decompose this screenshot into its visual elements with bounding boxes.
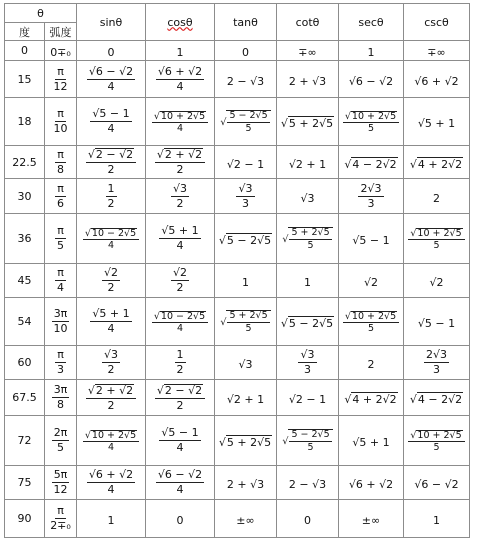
cot-value-cell: ∓∞: [277, 41, 339, 61]
degree-cell: 30: [5, 179, 45, 214]
csc-value-cell: √5 + 1: [404, 98, 470, 146]
degree-cell: 75: [5, 466, 45, 500]
sin-value-cell: 0: [77, 41, 146, 61]
degree-cell: 45: [5, 264, 45, 298]
cos-value-cell: $\frac{√2 - √2}{2}$: [146, 380, 215, 416]
degree-cell: 22.5: [5, 146, 45, 179]
table-row: [5, 179, 470, 214]
sec-value-cell: $\frac{√10 + 2√5}{5}$: [339, 298, 404, 346]
sin-header: sinθ: [77, 4, 146, 41]
sin-value-cell: $\frac{√6 - √2}{4}$: [77, 61, 146, 98]
tan-header: tanθ: [215, 4, 277, 41]
tan-value-cell: √2 + 1: [215, 380, 277, 416]
csc-value-cell: √5 − 1: [404, 298, 470, 346]
radian-cell: $\frac{\pi}{8}$: [45, 146, 77, 179]
radian-cell: 0∓₀: [45, 41, 77, 61]
theta-header: θ: [5, 4, 77, 23]
sec-value-cell: $\frac{√10 + 2√5}{5}$: [339, 98, 404, 146]
radian-cell: $\frac{\pi}{6}$: [45, 179, 77, 214]
table-row: [5, 500, 470, 538]
tan-value-cell: ±∞: [215, 500, 277, 538]
sin-value-cell: $\frac{√6 + √2}{4}$: [77, 466, 146, 500]
sin-value-cell: $\frac{√3}{2}$: [77, 346, 146, 380]
radian-cell: $\frac{3\pi}{8}$: [45, 380, 77, 416]
degree-header: 度: [5, 23, 45, 41]
tan-value-cell: √ $\frac{5 - 2√5}{5}$: [215, 98, 277, 146]
cos-value-cell: $\frac{√6 - √2}{4}$: [146, 466, 215, 500]
cot-value-cell: $\frac{√3}{3}$: [277, 346, 339, 380]
tan-value-cell: 0: [215, 41, 277, 61]
radian-cell: $\frac{\pi}{4}$: [45, 264, 77, 298]
table-row: [5, 214, 470, 264]
cot-value-cell: 1: [277, 264, 339, 298]
csc-value-cell: $\frac{√10 + 2√5}{5}$: [404, 214, 470, 264]
tan-value-cell: √5 + 2√5: [215, 416, 277, 466]
csc-value-cell: $\frac{2√3}{3}$: [404, 346, 470, 380]
cos-value-cell: $\frac{1}{2}$: [146, 346, 215, 380]
cos-value-cell: $\frac{√2 + √2}{2}$: [146, 146, 215, 179]
table-row: [5, 298, 470, 346]
degree-cell: 54: [5, 298, 45, 346]
trig-values-table: [4, 3, 470, 538]
cos-value-cell: $\frac{√3}{2}$: [146, 179, 215, 214]
tan-value-cell: √5 − 2√5: [215, 214, 277, 264]
csc-value-cell: √6 + √2: [404, 61, 470, 98]
sin-value-cell: 1: [77, 500, 146, 538]
degree-cell: 60: [5, 346, 45, 380]
sec-value-cell: ±∞: [339, 500, 404, 538]
csc-value-cell: 2: [404, 179, 470, 214]
degree-cell: 72: [5, 416, 45, 466]
degree-cell: 18: [5, 98, 45, 146]
cos-value-cell: $\frac{√2}{2}$: [146, 264, 215, 298]
sec-value-cell: √5 + 1: [339, 416, 404, 466]
radian-cell: $\frac{5\pi}{12}$: [45, 466, 77, 500]
degree-cell: 36: [5, 214, 45, 264]
tan-value-cell: 2 − √3: [215, 61, 277, 98]
sin-value-cell: $\frac{√5 + 1}{4}$: [77, 298, 146, 346]
cot-value-cell: √ $\frac{5 + 2√5}{5}$: [277, 214, 339, 264]
sin-value-cell: $\frac{√2 - √2}{2}$: [77, 146, 146, 179]
tan-value-cell: √3: [215, 346, 277, 380]
radian-cell: $\frac{3\pi}{10}$: [45, 298, 77, 346]
table-row: [5, 264, 470, 298]
sin-value-cell: $\frac{√5 - 1}{4}$: [77, 98, 146, 146]
csc-value-cell: $\frac{√10 + 2√5}{5}$: [404, 416, 470, 466]
sin-value-cell: $\frac{√10 + 2√5}{4}$: [77, 416, 146, 466]
tan-value-cell: √ $\frac{5 + 2√5}{5}$: [215, 298, 277, 346]
csc-value-cell: √4 + 2√2: [404, 146, 470, 179]
radian-cell: $\frac{\pi}{\text{2∓₀}}$: [45, 500, 77, 538]
sec-value-cell: √6 + √2: [339, 466, 404, 500]
table-row: [5, 98, 470, 146]
sec-value-cell: √6 − √2: [339, 61, 404, 98]
radian-cell: $\frac{\pi}{3}$: [45, 346, 77, 380]
table-row: [5, 466, 470, 500]
cot-value-cell: √5 − 2√5: [277, 298, 339, 346]
radian-cell: $\frac{2\pi}{5}$: [45, 416, 77, 466]
csc-value-cell: 1: [404, 500, 470, 538]
csc-value-cell: √6 − √2: [404, 466, 470, 500]
table-row: [5, 416, 470, 466]
radian-header: 弧度: [45, 23, 77, 41]
cot-value-cell: √5 + 2√5: [277, 98, 339, 146]
table-body: [5, 41, 470, 538]
sec-value-cell: 1: [339, 41, 404, 61]
degree-cell: 0: [5, 41, 45, 61]
sin-value-cell: $\frac{1}{2}$: [77, 179, 146, 214]
table-row: [5, 41, 470, 61]
sec-value-cell: √4 + 2√2: [339, 380, 404, 416]
table-row: [5, 380, 470, 416]
degree-cell: 15: [5, 61, 45, 98]
degree-cell: 67.5: [5, 380, 45, 416]
sec-value-cell: $\frac{2√3}{3}$: [339, 179, 404, 214]
cos-value-cell: $\frac{√5 - 1}{4}$: [146, 416, 215, 466]
cos-value-cell: $\frac{√10 + 2√5}{4}$: [146, 98, 215, 146]
sin-value-cell: $\frac{√2}{2}$: [77, 264, 146, 298]
cot-header: cotθ: [277, 4, 339, 41]
cos-value-cell: $\frac{√6 + √2}{4}$: [146, 61, 215, 98]
table-row: [5, 146, 470, 179]
tan-value-cell: 2 + √3: [215, 466, 277, 500]
table-row: [5, 61, 470, 98]
cot-value-cell: 2 + √3: [277, 61, 339, 98]
cot-value-cell: √2 + 1: [277, 146, 339, 179]
cot-value-cell: 2 − √3: [277, 466, 339, 500]
tan-value-cell: √2 − 1: [215, 146, 277, 179]
csc-value-cell: ∓∞: [404, 41, 470, 61]
sec-header: secθ: [339, 4, 404, 41]
csc-value-cell: √4 − 2√2: [404, 380, 470, 416]
cos-value-cell: $\frac{√5 + 1}{4}$: [146, 214, 215, 264]
cos-value-cell: $\frac{√10 - 2√5}{4}$: [146, 298, 215, 346]
cot-value-cell: √ $\frac{5 - 2√5}{5}$: [277, 416, 339, 466]
sin-value-cell: $\frac{√10 - 2√5}{4}$: [77, 214, 146, 264]
table-row: [5, 346, 470, 380]
csc-value-cell: √2: [404, 264, 470, 298]
tan-value-cell: $\frac{√3}{3}$: [215, 179, 277, 214]
cos-value-cell: 1: [146, 41, 215, 61]
radian-cell: $\frac{\pi}{12}$: [45, 61, 77, 98]
cot-value-cell: √3: [277, 179, 339, 214]
cos-value-cell: 0: [146, 500, 215, 538]
sec-value-cell: √5 − 1: [339, 214, 404, 264]
cot-value-cell: √2 − 1: [277, 380, 339, 416]
sec-value-cell: 2: [339, 346, 404, 380]
radian-cell: $\frac{\pi}{5}$: [45, 214, 77, 264]
radian-cell: $\frac{\pi}{10}$: [45, 98, 77, 146]
sec-value-cell: √2: [339, 264, 404, 298]
cot-value-cell: 0: [277, 500, 339, 538]
sin-value-cell: $\frac{√2 + √2}{2}$: [77, 380, 146, 416]
degree-cell: 90: [5, 500, 45, 538]
cos-header: cosθ: [146, 4, 215, 41]
csc-header: cscθ: [404, 4, 470, 41]
sec-value-cell: √4 − 2√2: [339, 146, 404, 179]
tan-value-cell: 1: [215, 264, 277, 298]
